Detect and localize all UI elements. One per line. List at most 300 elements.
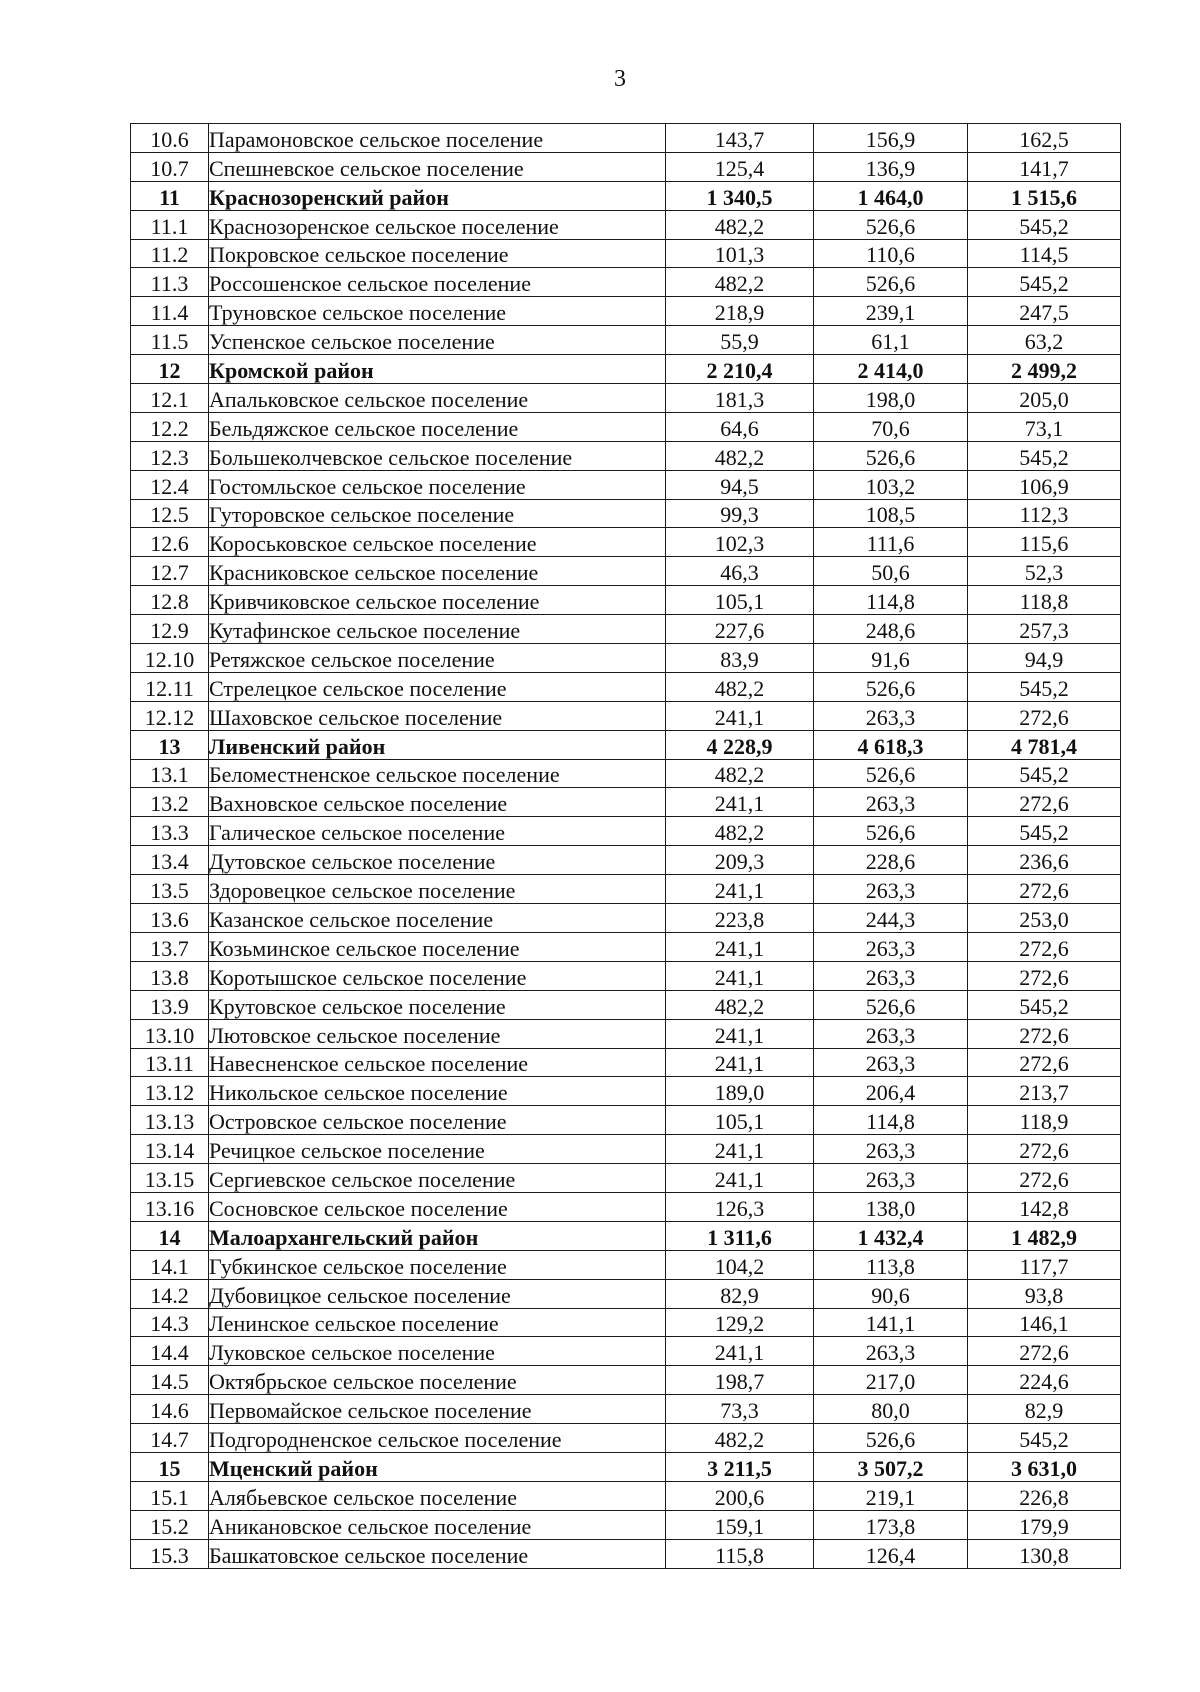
row-number-cell: 12.2 [131,412,209,441]
row-number-cell: 13.9 [131,990,209,1019]
value-cell-1: 482,2 [666,268,814,297]
settlement-name-cell: Октябрьское сельское поселение [209,1366,666,1395]
value-cell-1: 4 228,9 [666,730,814,759]
value-cell-1: 482,2 [666,1424,814,1453]
value-cell-2: 114,8 [814,1106,968,1135]
table-row [131,239,1121,268]
table-row [131,875,1121,904]
row-number-cell: 12.10 [131,644,209,673]
row-number-cell: 13 [131,730,209,759]
table-row [131,586,1121,615]
table-row [131,701,1121,730]
row-number-cell: 13.16 [131,1192,209,1221]
value-cell-2: 526,6 [814,268,968,297]
value-cell-2: 110,6 [814,239,968,268]
row-number-cell: 10.6 [131,124,209,153]
row-number-cell: 14 [131,1221,209,1250]
value-cell-3: 545,2 [968,990,1121,1019]
value-cell-1: 241,1 [666,1164,814,1193]
value-cell-1: 241,1 [666,932,814,961]
row-number-cell: 13.15 [131,1164,209,1193]
value-cell-1: 129,2 [666,1308,814,1337]
value-cell-2: 2 414,0 [814,355,968,384]
settlement-name-cell: Здоровецкое сельское поселение [209,875,666,904]
value-cell-3: 545,2 [968,1424,1121,1453]
value-cell-3: 3 631,0 [968,1452,1121,1481]
value-cell-3: 2 499,2 [968,355,1121,384]
value-cell-3: 112,3 [968,499,1121,528]
value-cell-3: 118,9 [968,1106,1121,1135]
table-row [131,615,1121,644]
row-number-cell: 12 [131,355,209,384]
settlement-name-cell: Козьминское сельское поселение [209,932,666,961]
settlement-name-cell: Кривчиковское сельское поселение [209,586,666,615]
value-cell-3: 179,9 [968,1510,1121,1539]
value-cell-1: 101,3 [666,239,814,268]
row-number-cell: 12.12 [131,701,209,730]
table-row [131,817,1121,846]
settlement-name-cell: Большеколчевское сельское поселение [209,441,666,470]
value-cell-1: 3 211,5 [666,1452,814,1481]
value-cell-3: 106,9 [968,470,1121,499]
value-cell-1: 241,1 [666,875,814,904]
value-cell-2: 198,0 [814,384,968,413]
settlement-name-cell: Подгородненское сельское поселение [209,1424,666,1453]
table-row [131,961,1121,990]
value-cell-1: 82,9 [666,1279,814,1308]
value-cell-2: 50,6 [814,557,968,586]
value-cell-3: 272,6 [968,932,1121,961]
row-number-cell: 13.8 [131,961,209,990]
row-number-cell: 14.4 [131,1337,209,1366]
value-cell-2: 263,3 [814,1135,968,1164]
table-row [131,470,1121,499]
row-number-cell: 12.6 [131,528,209,557]
table-row [131,1048,1121,1077]
table-row [131,1019,1121,1048]
value-cell-2: 526,6 [814,817,968,846]
allocation-table [130,123,1121,1569]
settlement-name-cell: Дубовицкое сельское поселение [209,1279,666,1308]
value-cell-3: 1 482,9 [968,1221,1121,1250]
value-cell-2: 263,3 [814,961,968,990]
settlement-name-cell: Покровское сельское поселение [209,239,666,268]
value-cell-1: 94,5 [666,470,814,499]
row-number-cell: 12.3 [131,441,209,470]
table-row [131,672,1121,701]
value-cell-1: 83,9 [666,644,814,673]
table-row [131,1366,1121,1395]
value-cell-2: 113,8 [814,1250,968,1279]
row-number-cell: 13.13 [131,1106,209,1135]
value-cell-3: 236,6 [968,846,1121,875]
value-cell-3: 73,1 [968,412,1121,441]
settlement-name-cell: Крутовское сельское поселение [209,990,666,1019]
value-cell-2: 263,3 [814,875,968,904]
value-cell-1: 218,9 [666,297,814,326]
settlement-name-cell: Успенское сельское поселение [209,326,666,355]
value-cell-3: 224,6 [968,1366,1121,1395]
value-cell-3: 272,6 [968,701,1121,730]
value-cell-1: 55,9 [666,326,814,355]
value-cell-1: 241,1 [666,1135,814,1164]
value-cell-3: 545,2 [968,441,1121,470]
value-cell-2: 263,3 [814,788,968,817]
value-cell-2: 239,1 [814,297,968,326]
value-cell-2: 126,4 [814,1539,968,1568]
value-cell-3: 142,8 [968,1192,1121,1221]
settlement-name-cell: Спешневское сельское поселение [209,152,666,181]
value-cell-1: 482,2 [666,210,814,239]
table-row [131,1250,1121,1279]
settlement-name-cell: Бельдяжское сельское поселение [209,412,666,441]
district-row [131,1452,1121,1481]
value-cell-1: 125,4 [666,152,814,181]
value-cell-1: 105,1 [666,1106,814,1135]
value-cell-3: 545,2 [968,210,1121,239]
value-cell-3: 162,5 [968,124,1121,153]
table-row [131,1279,1121,1308]
row-number-cell: 14.1 [131,1250,209,1279]
value-cell-1: 227,6 [666,615,814,644]
value-cell-1: 241,1 [666,1337,814,1366]
value-cell-2: 263,3 [814,932,968,961]
value-cell-2: 219,1 [814,1481,968,1510]
table-row [131,1135,1121,1164]
row-number-cell: 11.4 [131,297,209,326]
value-cell-3: 93,8 [968,1279,1121,1308]
settlement-name-cell: Губкинское сельское поселение [209,1250,666,1279]
settlement-name-cell: Красниковское сельское поселение [209,557,666,586]
value-cell-3: 226,8 [968,1481,1121,1510]
settlement-name-cell: Луковское сельское поселение [209,1337,666,1366]
value-cell-3: 117,7 [968,1250,1121,1279]
value-cell-2: 111,6 [814,528,968,557]
value-cell-2: 3 507,2 [814,1452,968,1481]
value-cell-3: 272,6 [968,875,1121,904]
settlement-name-cell: Ретяжское сельское поселение [209,644,666,673]
value-cell-2: 70,6 [814,412,968,441]
value-cell-1: 482,2 [666,759,814,788]
value-cell-2: 141,1 [814,1308,968,1337]
value-cell-3: 545,2 [968,759,1121,788]
table-row [131,788,1121,817]
settlement-name-cell: Островское сельское поселение [209,1106,666,1135]
value-cell-3: 545,2 [968,268,1121,297]
row-number-cell: 15 [131,1452,209,1481]
table-row [131,441,1121,470]
value-cell-1: 64,6 [666,412,814,441]
district-row [131,1221,1121,1250]
settlement-name-cell: Сергиевское сельское поселение [209,1164,666,1193]
value-cell-1: 115,8 [666,1539,814,1568]
row-number-cell: 11.5 [131,326,209,355]
value-cell-2: 156,9 [814,124,968,153]
table-row [131,557,1121,586]
row-number-cell: 13.10 [131,1019,209,1048]
row-number-cell: 14.7 [131,1424,209,1453]
settlement-name-cell: Малоархангельский район [209,1221,666,1250]
value-cell-3: 272,6 [968,1048,1121,1077]
table-row [131,1481,1121,1510]
table-row [131,210,1121,239]
value-cell-3: 115,6 [968,528,1121,557]
value-cell-3: 257,3 [968,615,1121,644]
value-cell-2: 263,3 [814,1337,968,1366]
settlement-name-cell: Первомайское сельское поселение [209,1395,666,1424]
value-cell-3: 52,3 [968,557,1121,586]
value-cell-1: 73,3 [666,1395,814,1424]
value-cell-3: 213,7 [968,1077,1121,1106]
value-cell-2: 228,6 [814,846,968,875]
table-row [131,297,1121,326]
settlement-name-cell: Алябьевское сельское поселение [209,1481,666,1510]
row-number-cell: 15.3 [131,1539,209,1568]
value-cell-1: 102,3 [666,528,814,557]
district-row [131,730,1121,759]
value-cell-2: 248,6 [814,615,968,644]
value-cell-3: 272,6 [968,1019,1121,1048]
value-cell-2: 91,6 [814,644,968,673]
value-cell-2: 263,3 [814,701,968,730]
value-cell-3: 247,5 [968,297,1121,326]
table-row [131,1539,1121,1568]
table-row [131,1510,1121,1539]
value-cell-3: 1 515,6 [968,181,1121,210]
row-number-cell: 13.7 [131,932,209,961]
settlement-name-cell: Ленинское сельское поселение [209,1308,666,1337]
settlement-name-cell: Кромской район [209,355,666,384]
page-number: 3 [614,66,626,92]
value-cell-2: 136,9 [814,152,968,181]
row-number-cell: 13.6 [131,904,209,933]
value-cell-1: 159,1 [666,1510,814,1539]
value-cell-1: 143,7 [666,124,814,153]
row-number-cell: 12.1 [131,384,209,413]
value-cell-1: 104,2 [666,1250,814,1279]
row-number-cell: 13.14 [131,1135,209,1164]
table-row [131,412,1121,441]
value-cell-2: 526,6 [814,672,968,701]
row-number-cell: 11.3 [131,268,209,297]
settlement-name-cell: Парамоновское сельское поселение [209,124,666,153]
settlement-name-cell: Апальковское сельское поселение [209,384,666,413]
value-cell-1: 126,3 [666,1192,814,1221]
table-row [131,528,1121,557]
value-cell-2: 263,3 [814,1048,968,1077]
value-cell-1: 482,2 [666,817,814,846]
table-row [131,904,1121,933]
value-cell-1: 482,2 [666,672,814,701]
settlement-name-cell: Россошенское сельское поселение [209,268,666,297]
settlement-name-cell: Короськовское сельское поселение [209,528,666,557]
value-cell-2: 526,6 [814,210,968,239]
table-row [131,268,1121,297]
value-cell-3: 118,8 [968,586,1121,615]
value-cell-1: 241,1 [666,1019,814,1048]
row-number-cell: 11.2 [131,239,209,268]
value-cell-2: 138,0 [814,1192,968,1221]
settlement-name-cell: Аникановское сельское поселение [209,1510,666,1539]
value-cell-1: 46,3 [666,557,814,586]
value-cell-3: 94,9 [968,644,1121,673]
value-cell-2: 526,6 [814,441,968,470]
settlement-name-cell: Труновское сельское поселение [209,297,666,326]
table-row [131,384,1121,413]
row-number-cell: 13.5 [131,875,209,904]
district-row [131,355,1121,384]
row-number-cell: 13.3 [131,817,209,846]
value-cell-2: 108,5 [814,499,968,528]
value-cell-1: 99,3 [666,499,814,528]
value-cell-3: 205,0 [968,384,1121,413]
settlement-name-cell: Башкатовское сельское поселение [209,1539,666,1568]
value-cell-3: 272,6 [968,961,1121,990]
value-cell-3: 272,6 [968,788,1121,817]
row-number-cell: 14.5 [131,1366,209,1395]
settlement-name-cell: Краснозоренский район [209,181,666,210]
settlement-name-cell: Краснозоренское сельское поселение [209,210,666,239]
settlement-name-cell: Сосновское сельское поселение [209,1192,666,1221]
value-cell-2: 103,2 [814,470,968,499]
value-cell-2: 61,1 [814,326,968,355]
row-number-cell: 14.2 [131,1279,209,1308]
value-cell-1: 241,1 [666,701,814,730]
value-cell-2: 90,6 [814,1279,968,1308]
settlement-name-cell: Казанское сельское поселение [209,904,666,933]
row-number-cell: 12.8 [131,586,209,615]
value-cell-3: 272,6 [968,1337,1121,1366]
value-cell-3: 272,6 [968,1164,1121,1193]
value-cell-3: 272,6 [968,1135,1121,1164]
row-number-cell: 12.5 [131,499,209,528]
row-number-cell: 13.1 [131,759,209,788]
settlement-name-cell: Навесненское сельское поселение [209,1048,666,1077]
table-row [131,152,1121,181]
value-cell-1: 181,3 [666,384,814,413]
settlement-name-cell: Стрелецкое сельское поселение [209,672,666,701]
value-cell-1: 200,6 [666,1481,814,1510]
table-row [131,326,1121,355]
table-row [131,990,1121,1019]
value-cell-1: 223,8 [666,904,814,933]
settlement-name-cell: Шаховское сельское поселение [209,701,666,730]
table-row [131,499,1121,528]
value-cell-1: 241,1 [666,1048,814,1077]
table-row [131,1164,1121,1193]
row-number-cell: 11 [131,181,209,210]
value-cell-2: 114,8 [814,586,968,615]
table-body [131,124,1121,1569]
row-number-cell: 15.1 [131,1481,209,1510]
row-number-cell: 12.4 [131,470,209,499]
value-cell-1: 198,7 [666,1366,814,1395]
row-number-cell: 14.3 [131,1308,209,1337]
table-row [131,932,1121,961]
value-cell-3: 253,0 [968,904,1121,933]
value-cell-2: 526,6 [814,1424,968,1453]
value-cell-3: 82,9 [968,1395,1121,1424]
value-cell-2: 80,0 [814,1395,968,1424]
value-cell-1: 1 311,6 [666,1221,814,1250]
settlement-name-cell: Галическое сельское поселение [209,817,666,846]
table-row [131,1395,1121,1424]
value-cell-1: 482,2 [666,441,814,470]
settlement-name-cell: Вахновское сельское поселение [209,788,666,817]
value-cell-3: 4 781,4 [968,730,1121,759]
value-cell-2: 1 464,0 [814,181,968,210]
value-cell-2: 526,6 [814,759,968,788]
value-cell-2: 4 618,3 [814,730,968,759]
value-cell-2: 263,3 [814,1019,968,1048]
row-number-cell: 13.4 [131,846,209,875]
value-cell-2: 1 432,4 [814,1221,968,1250]
settlement-name-cell: Речицкое сельское поселение [209,1135,666,1164]
value-cell-1: 209,3 [666,846,814,875]
row-number-cell: 12.11 [131,672,209,701]
settlement-name-cell: Гостомльское сельское поселение [209,470,666,499]
value-cell-1: 241,1 [666,788,814,817]
settlement-name-cell: Мценский район [209,1452,666,1481]
value-cell-3: 545,2 [968,672,1121,701]
settlement-name-cell: Дутовское сельское поселение [209,846,666,875]
value-cell-2: 217,0 [814,1366,968,1395]
value-cell-2: 173,8 [814,1510,968,1539]
value-cell-1: 1 340,5 [666,181,814,210]
table-row [131,644,1121,673]
value-cell-3: 114,5 [968,239,1121,268]
settlement-name-cell: Никольское сельское поселение [209,1077,666,1106]
table-row [131,1337,1121,1366]
row-number-cell: 15.2 [131,1510,209,1539]
table-row [131,1308,1121,1337]
value-cell-3: 63,2 [968,326,1121,355]
value-cell-3: 545,2 [968,817,1121,846]
value-cell-3: 141,7 [968,152,1121,181]
settlement-name-cell: Коротышское сельское поселение [209,961,666,990]
settlement-name-cell: Кутафинское сельское поселение [209,615,666,644]
row-number-cell: 11.1 [131,210,209,239]
value-cell-2: 206,4 [814,1077,968,1106]
value-cell-1: 2 210,4 [666,355,814,384]
settlement-name-cell: Беломестненское сельское поселение [209,759,666,788]
value-cell-1: 241,1 [666,961,814,990]
value-cell-1: 482,2 [666,990,814,1019]
table-row [131,1077,1121,1106]
row-number-cell: 12.7 [131,557,209,586]
district-row [131,181,1121,210]
settlement-name-cell: Гуторовское сельское поселение [209,499,666,528]
row-number-cell: 13.2 [131,788,209,817]
settlement-name-cell: Ливенский район [209,730,666,759]
value-cell-2: 263,3 [814,1164,968,1193]
value-cell-1: 189,0 [666,1077,814,1106]
table-row [131,124,1121,153]
value-cell-3: 130,8 [968,1539,1121,1568]
value-cell-3: 146,1 [968,1308,1121,1337]
row-number-cell: 12.9 [131,615,209,644]
row-number-cell: 13.11 [131,1048,209,1077]
value-cell-2: 526,6 [814,990,968,1019]
row-number-cell: 10.7 [131,152,209,181]
settlement-name-cell: Лютовское сельское поселение [209,1019,666,1048]
table-row [131,759,1121,788]
row-number-cell: 14.6 [131,1395,209,1424]
value-cell-2: 244,3 [814,904,968,933]
table-row [131,1106,1121,1135]
table-row [131,1192,1121,1221]
row-number-cell: 13.12 [131,1077,209,1106]
